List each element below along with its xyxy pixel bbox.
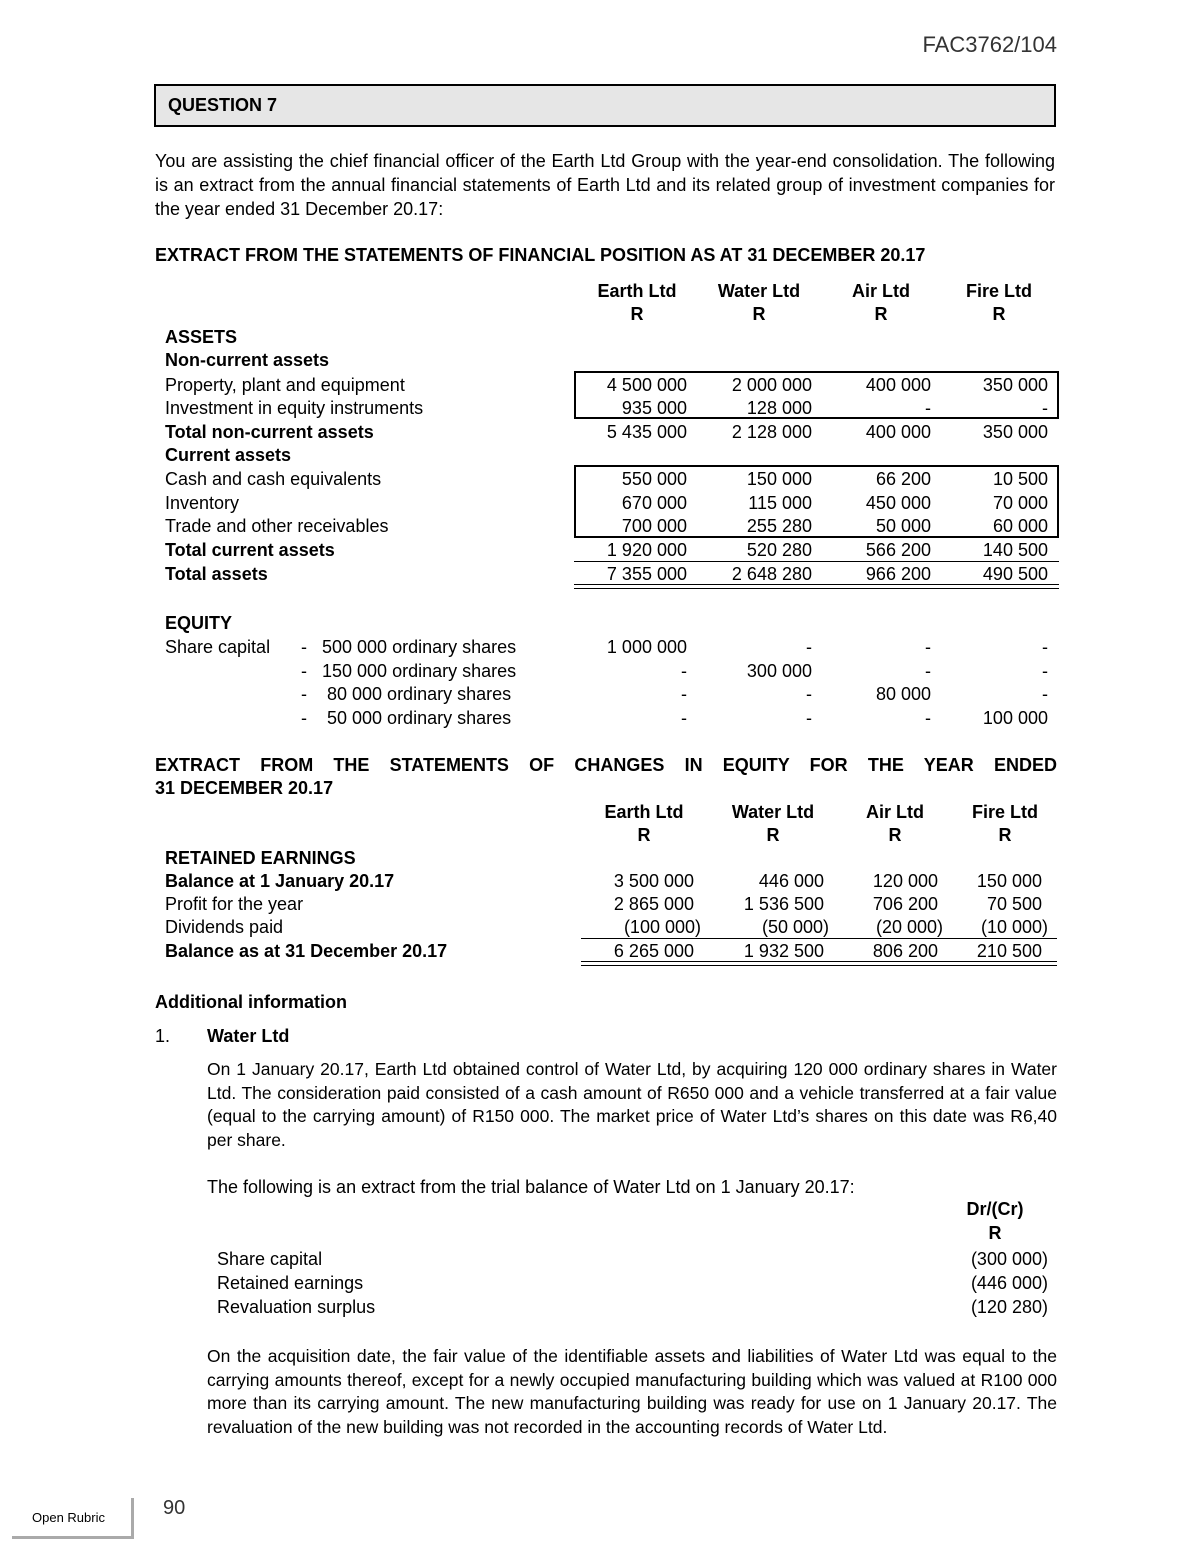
tb-row-label: Retained earnings — [217, 1273, 364, 1293]
cell: 255 280 — [746, 516, 812, 536]
cell: 150 000 — [746, 469, 812, 489]
soce-col-water: Water Ltd — [731, 802, 815, 822]
cell: 6 265 000 — [613, 941, 694, 961]
row-label: Balance at 1 January 20.17 — [165, 871, 395, 891]
row-label: Total non-current assets — [165, 422, 374, 442]
row-label: Profit for the year — [165, 894, 304, 914]
item-number: 1. — [155, 1026, 171, 1046]
cell: - — [925, 661, 931, 681]
cell: - — [806, 708, 812, 728]
cell: - — [681, 684, 687, 704]
water-ltd-paragraph-1: On 1 January 20.17, Earth Ltd obtained control of Water Ltd, by acquiring 120 000 ordinary shares in Water Ltd. The consideration paid consisted of a cash amount of R650 000 and a vehicle transferred at a fair value (equal to the carrying amount) of R150 000. The market price of Water Ltd’s shares on this date was R6,40 per share. — [207, 1059, 1057, 1150]
sfp-col-fire: Fire Ltd — [966, 281, 1032, 301]
tb-row-label: Revaluation surplus — [217, 1297, 376, 1317]
cell: 80 000 — [875, 684, 931, 704]
dash: - — [301, 708, 307, 728]
cell: 966 200 — [865, 564, 931, 584]
cell: - — [681, 661, 687, 681]
row-label: Total assets — [165, 564, 268, 584]
cell: 566 200 — [865, 540, 931, 560]
row-label: Balance as at 31 December 20.17 — [165, 941, 448, 961]
cell: 210 500 — [976, 941, 1042, 961]
soce-col-earth: Earth Ltd — [604, 802, 684, 822]
row-label: Dividends paid — [165, 917, 284, 937]
sfp-col-earth: Earth Ltd — [597, 281, 677, 301]
cell: 806 200 — [872, 941, 938, 961]
cell: 115 000 — [748, 493, 812, 513]
share-desc: 80 000 ordinary shares — [327, 684, 512, 704]
cell: 70 500 — [986, 894, 1042, 914]
cell: 60 000 — [992, 516, 1048, 536]
cell: 128 000 — [746, 398, 812, 418]
trial-balance-intro: The following is an extract from the trial balance of Water Ltd on 1 January 20.17: — [207, 1177, 855, 1197]
soce-title-line1: EXTRACT FROM THE STATEMENTS OF CHANGES IN EQUITY FOR THE YEAR ENDED — [155, 755, 1057, 775]
dash: - — [301, 684, 307, 704]
cell: 1 920 000 — [606, 540, 687, 560]
sfp-currency: R — [992, 304, 1006, 324]
share-capital-label: Share capital — [165, 637, 271, 657]
cell: - — [1042, 661, 1048, 681]
page-number: 90 — [163, 1497, 186, 1519]
cell: 100 000 — [982, 708, 1048, 728]
cell: 2 128 000 — [731, 422, 812, 442]
soce-currency: R — [888, 825, 902, 845]
sfp-col-air: Air Ltd — [852, 281, 910, 301]
cell: 706 200 — [872, 894, 938, 914]
row-label: Inventory — [165, 493, 240, 513]
retained-earnings-heading: RETAINED EARNINGS — [165, 848, 356, 868]
cell: 700 000 — [621, 516, 687, 536]
cell: 550 000 — [621, 469, 687, 489]
cell: - — [1042, 637, 1048, 657]
soce-subtotal-line — [581, 938, 1057, 939]
cell: 350 000 — [982, 375, 1048, 395]
tb-row-value: (120 280) — [970, 1297, 1048, 1317]
cell: 400 000 — [865, 375, 931, 395]
soce-col-fire: Fire Ltd — [972, 802, 1038, 822]
cell: 7 355 000 — [606, 564, 687, 584]
course-code: FAC3762/104 — [922, 32, 1057, 57]
dash: - — [301, 661, 307, 681]
cell: (10 000) — [980, 917, 1048, 937]
soce-total-double-line — [581, 961, 1057, 966]
cell: - — [806, 637, 812, 657]
assets-heading: ASSETS — [165, 327, 238, 347]
tb-header: Dr/(Cr) — [966, 1199, 1024, 1219]
open-rubric-label: Open Rubric — [32, 1510, 105, 1525]
cell: (100 000) — [623, 917, 701, 937]
row-label: Total current assets — [165, 540, 335, 560]
cell: 670 000 — [621, 493, 687, 513]
cell: 350 000 — [982, 422, 1048, 442]
water-ltd-paragraph-2: On the acquisition date, the fair value of the identifiable assets and liabilities of Water Ltd was equal to the carrying amounts thereof, except for a newly occupied manufacturing building which was valued at R100 000 more than its carrying amount. The new manufacturing building was ready for use on 1 January 20.17. The revaluation of the new building was not recorded in the accounting records of Water Ltd. — [207, 1346, 1057, 1437]
soce-currency: R — [766, 825, 780, 845]
cell: 120 000 — [872, 871, 938, 891]
soce-currency: R — [637, 825, 651, 845]
cell: 2 865 000 — [613, 894, 694, 914]
cell: - — [1042, 398, 1048, 418]
cell: - — [806, 684, 812, 704]
open-rubric-button[interactable] — [12, 1498, 134, 1539]
tb-currency: R — [988, 1223, 1002, 1243]
cell: - — [1042, 684, 1048, 704]
additional-heading: Additional information — [155, 992, 347, 1012]
sfp-currency: R — [752, 304, 766, 324]
cell: 66 200 — [875, 469, 931, 489]
soce-col-air: Air Ltd — [866, 802, 924, 822]
row-label: Property, plant and equipment — [165, 375, 405, 395]
share-desc: 150 000 ordinary shares — [322, 661, 517, 681]
tb-row-value: (446 000) — [970, 1273, 1048, 1293]
row-label: Trade and other receivables — [165, 516, 389, 536]
sfp-col-water: Water Ltd — [717, 281, 801, 301]
cell: 4 500 000 — [606, 375, 687, 395]
cell: 150 000 — [976, 871, 1042, 891]
sfp-currency: R — [630, 304, 644, 324]
cell: 5 435 000 — [606, 422, 687, 442]
question-banner — [154, 84, 1056, 127]
soce-title-line2: 31 DECEMBER 20.17 — [155, 778, 334, 798]
cell: 1 536 500 — [743, 894, 824, 914]
cell: 446 000 — [758, 871, 824, 891]
cell: - — [681, 708, 687, 728]
current-heading: Current assets — [165, 445, 292, 465]
cell: (50 000) — [761, 917, 829, 937]
cell: 2 000 000 — [731, 375, 812, 395]
tb-row-label: Share capital — [217, 1249, 323, 1269]
noncurrent-heading: Non-current assets — [165, 350, 330, 370]
cell: 70 000 — [992, 493, 1048, 513]
cell: (20 000) — [875, 917, 943, 937]
share-desc: 50 000 ordinary shares — [327, 708, 512, 728]
cell: 400 000 — [865, 422, 931, 442]
cell: - — [925, 708, 931, 728]
equity-heading: EQUITY — [165, 613, 233, 633]
question-title: QUESTION 7 — [168, 95, 278, 115]
tb-row-value: (300 000) — [970, 1249, 1048, 1269]
row-label: Cash and cash equivalents — [165, 469, 382, 489]
cell: - — [925, 398, 931, 418]
sfp-title: EXTRACT FROM THE STATEMENTS OF FINANCIAL POSITION AS AT 31 DECEMBER 20.17 — [155, 245, 926, 265]
row-label: Investment in equity instruments — [165, 398, 424, 418]
cell: 10 500 — [992, 469, 1048, 489]
cell: 50 000 — [875, 516, 931, 536]
item-title: Water Ltd — [207, 1026, 290, 1046]
cell: 3 500 000 — [613, 871, 694, 891]
share-desc: 500 000 ordinary shares — [322, 637, 517, 657]
cell: 520 280 — [746, 540, 812, 560]
cell: 490 500 — [982, 564, 1048, 584]
dash: - — [301, 637, 307, 657]
cell: 450 000 — [865, 493, 931, 513]
cell: - — [925, 637, 931, 657]
cell: 140 500 — [982, 540, 1048, 560]
cell: 300 000 — [746, 661, 812, 681]
cell: 1 000 000 — [606, 637, 687, 657]
cell: 1 932 500 — [743, 941, 824, 961]
cell: 2 648 280 — [731, 564, 812, 584]
intro-paragraph: You are assisting the chief financial officer of the Earth Ltd Group with the year-end consolidation. The following is an extract from the annual financial statements of Earth Ltd and its related group of investment companies for the year ended 31 December 20.17: — [155, 151, 1055, 219]
soce-currency: R — [998, 825, 1012, 845]
sfp-currency: R — [874, 304, 888, 324]
cell: 935 000 — [621, 398, 687, 418]
